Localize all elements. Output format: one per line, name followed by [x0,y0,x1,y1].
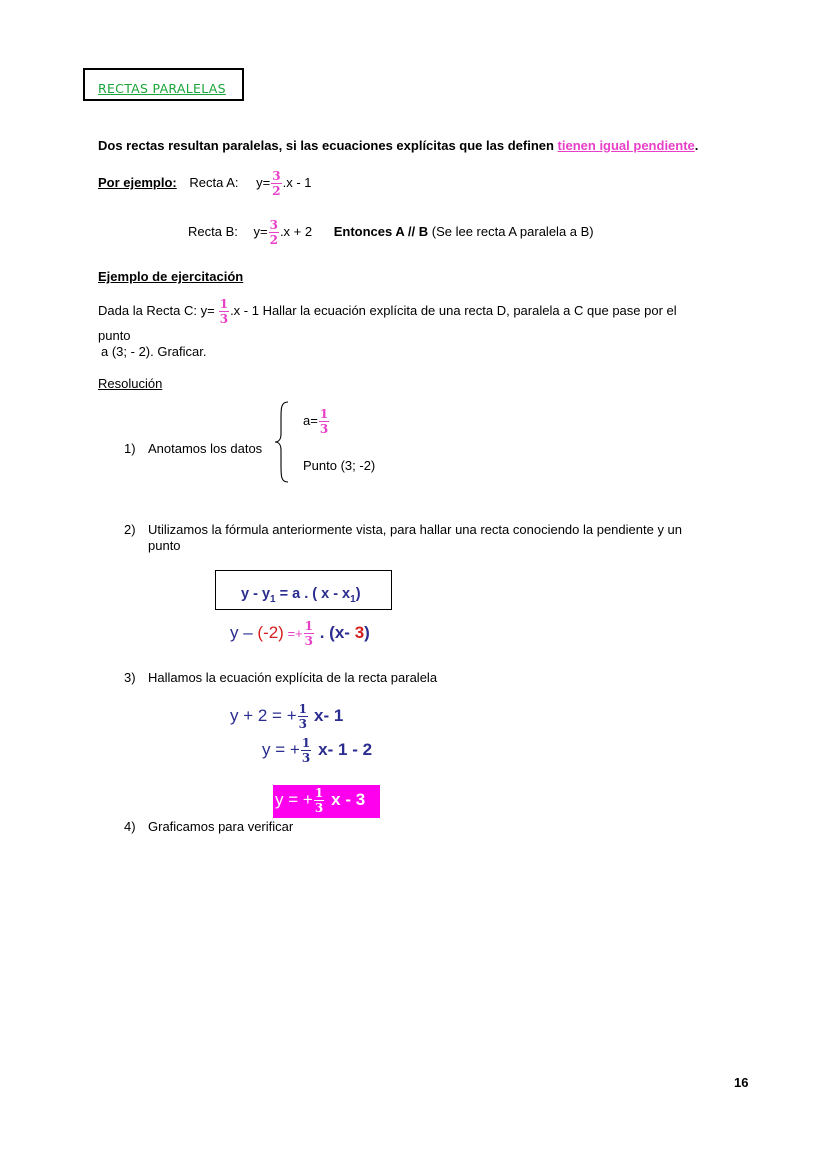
step3-text: Hallamos la ecuación explícita de la recta paralela [148,670,438,685]
recta-a-rest: .x - 1 [282,174,312,190]
substitution-equation [230,620,370,647]
eq2-num: 1 [301,736,311,750]
subst-p2: (-2) [257,622,284,642]
formula-sub1: 1 [270,593,276,605]
subst-num: 1 [304,619,314,633]
formula-end: ) [355,586,361,602]
equation-2 [262,737,372,764]
eq2-post: x- 1 - 2 [318,739,373,759]
equation-1 [230,703,343,730]
eq3-num: 1 [314,786,324,800]
exercise-line3: a (3; - 2). Graficar. [101,344,207,359]
recta-b-fraction [269,219,279,246]
recta-a-num: 3 [272,169,281,183]
exercise-fraction [219,298,229,325]
eq1-post: x- 1 [314,705,344,725]
subst-p1: y – [230,622,258,642]
conclusion-bold: Entonces A // B [333,223,429,239]
eq2-den: 3 [301,751,311,765]
recta-b-num: 3 [269,218,278,232]
exercise-heading: Ejemplo de ejercitación [98,269,244,284]
recta-a-label: Recta A: [189,174,239,190]
recta-b-label: Recta B: [188,223,238,239]
recta-b-rest: .x + 2 [279,223,313,239]
eq3-fraction [314,787,324,814]
recta-b-den: 2 [269,233,278,247]
exercise-line1-post: .x - 1 Hallar la ecuación explícita de una recta D, paralela a C que pase por el [230,302,677,318]
step4-text: Graficamos para verificar [148,819,294,834]
step1-text: Anotamos los datos [148,441,263,456]
data-a-fraction [319,408,329,435]
step2-line1: Utilizamos la fórmula anteriormente vista, para hallar una recta conociendo la pendiente y un [148,522,683,537]
recta-b-y: y= [253,223,268,239]
formula-sub2: 1 [350,593,356,605]
step2-number: 2) [124,522,136,537]
eq2-fraction [301,737,311,764]
formula-mid: = a . ( x - x [275,586,351,602]
exercise-line2: punto [98,328,131,343]
conclusion-rest: (Se lee recta A paralela a B) [431,223,594,239]
page-title: RECTAS PARALELAS [98,81,226,96]
recta-a-den: 2 [272,184,281,198]
subst-p5: 3 [354,622,365,642]
subst-fraction [304,620,314,647]
recta-a-y: y= [256,174,271,190]
exercise-den: 3 [219,312,229,326]
subst-p4: . (x- [315,622,355,642]
recta-a-fraction [271,170,281,197]
eq1-den: 3 [298,717,307,731]
eq3-post: x - 3 [331,789,366,809]
data-a-num: 1 [319,407,329,421]
formula-text [241,586,361,605]
resolution-heading: Resolución [98,376,163,391]
example-recta-a [98,170,312,197]
formula-y: y - y [241,586,271,602]
data-slope [303,408,330,435]
subst-den: 3 [304,634,314,648]
step3-number: 3) [124,670,136,685]
step1-number: 1) [124,441,136,456]
equation-3 [275,787,365,814]
data-a-den: 3 [319,422,329,436]
eq1-fraction [298,703,308,730]
eq1-pre: y + 2 = + [230,705,297,725]
data-punto: Punto (3; -2) [303,458,376,473]
exercise-line1-pre: Dada la Recta C: y= [98,302,215,318]
eq1-num: 1 [298,702,307,716]
page-number: 16 [734,1075,749,1090]
intro-period: . [694,138,699,153]
intro-text: Dos rectas resultan paralelas, si las ecuaciones explícitas que las definen [98,138,558,153]
example-label: Por ejemplo: [98,174,177,190]
formula-box [215,570,392,610]
intro-paragraph [98,138,698,153]
step2-line2: punto [148,538,181,553]
step4-number: 4) [124,819,136,834]
eq2-pre: y = + [262,739,300,759]
subst-p3: =+ [283,625,303,641]
curly-brace-icon [274,400,294,484]
subst-p6: ) [364,622,370,642]
eq3-den: 3 [314,801,324,815]
exercise-num: 1 [219,297,229,311]
exercise-line1 [98,298,677,325]
example-recta-b [188,219,594,246]
intro-highlight: tienen igual pendiente [557,138,695,153]
data-a-label: a= [303,412,318,428]
eq3-pre: y = + [275,789,313,809]
title-box [83,68,244,101]
